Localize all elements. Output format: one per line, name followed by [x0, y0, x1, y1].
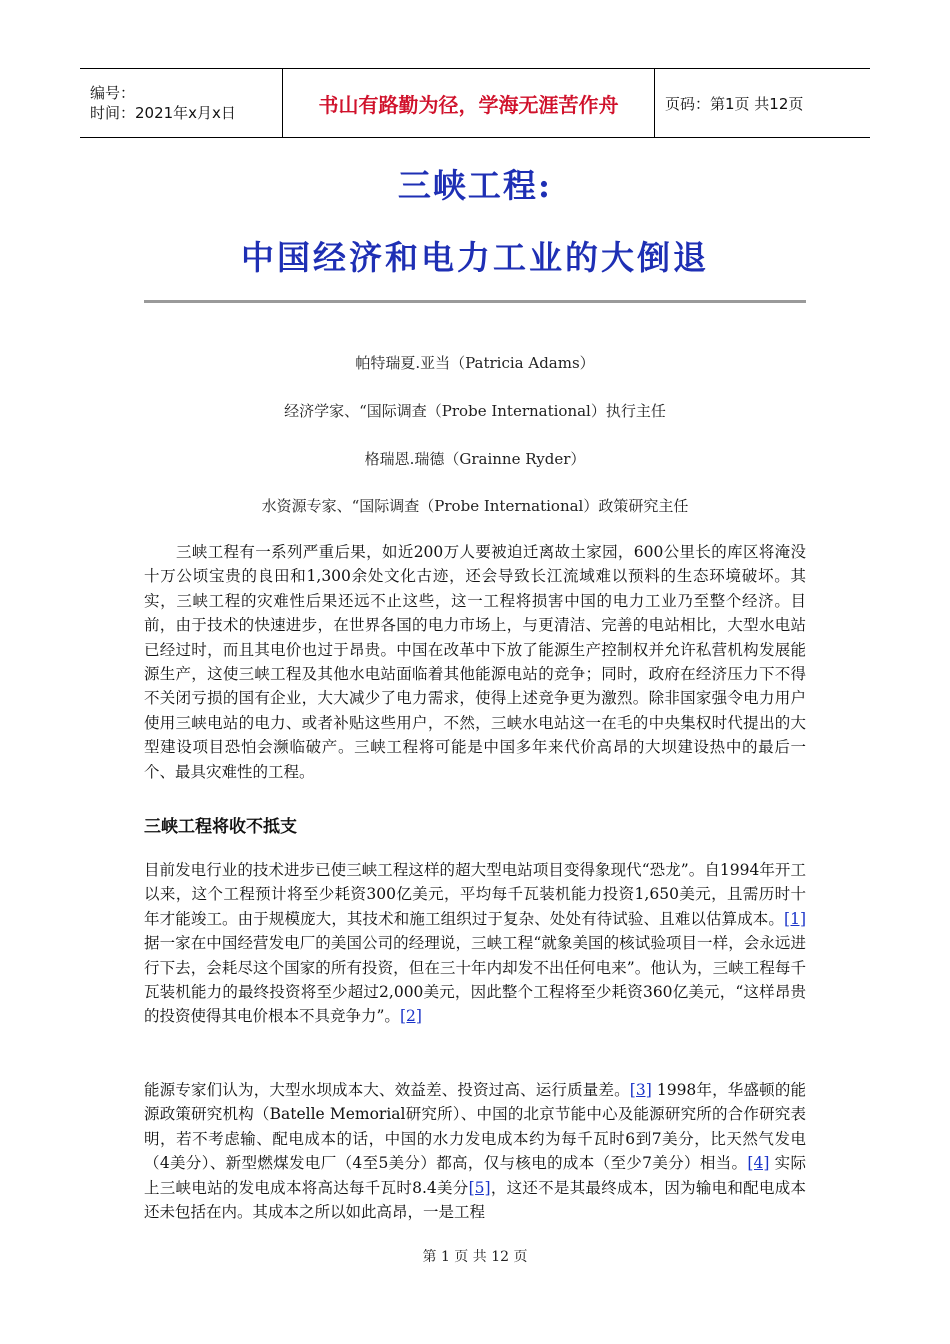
- page-label: 页码：第1页 共12页: [665, 94, 804, 113]
- intro-paragraph: 三峡工程有一系列严重后果，如近200万人要被迫迁离故土家园，600公里长的库区将淹没十万公顷宝贵的良田和1,300余处文化古迹，还会导致长江流域难以预料的生态环境破坏。其实，三峡工程的灾难性后果还远不止这些，这一工程将损害中国的电力工业乃至整个经济。目前，由于技术的快速进步，在世界各国的电力市场上，与更清洁、完善的电站相比，大型水电站已经过时，而且其电价也过于昂贵。中国在改革中下放了能源生产控制权并允许私营机构发展能源生产，这使三峡工程及其他水电站面临着其他能源电站的竞争；同时，政府在经济压力下不得不关闭亏损的国有企业，大大减少了电力需求，使得上述竞争更为激烈。除非国家强令电力用户使用三峡电站的电力、或者补贴这些用户，不然，三峡水电站这一在毛的中央集权时代提出的大型建设项目恐怕会濒临破产。三峡工程将可能是中国多年来代价高昂的大坝建设热中的最后一个、最具灾难性的工程。: [144, 543, 806, 781]
- paragraph-3-text-c: 实际上三峡电站的发电成本将高达每千瓦时8.4美分: [144, 1154, 806, 1197]
- footnote-link-2[interactable]: [2]: [399, 1007, 422, 1026]
- header-table: [80, 68, 870, 138]
- paragraph-2-text-a: 目前发电行业的技术进步已使三峡工程这样的超大型电站项目变得象现代“恐龙”。自1994年开工以来，这个工程预计将至少耗资300亿美元，平均每千瓦装机能力投资1,650美元，且需历时十年才能竣工。由于规模庞大，其技术和施工组织过于复杂、处处有待试验、且难以估算成本。: [144, 861, 806, 928]
- paragraph-2: [144, 858, 806, 1029]
- author-2-title: 水资源专家、“国际调查（Probe International）政策研究主任: [261, 497, 689, 515]
- author-1-name: 帕特瑞夏.亚当（Patricia Adams）: [355, 354, 595, 372]
- motto: 书山有路勤为径，学海无涯苦作舟: [282, 69, 655, 137]
- paragraph-2-text-b: 据一家在中国经营发电厂的美国公司的经理说，三峡工程“就象美国的核试验项目一样，会永远进行下去，会耗尽这个国家的所有投资，但在三十年内却发不出任何电来”。他认为，三峡工程每千瓦装机能力的最终投资将至少超过2,000美元，因此整个工程将至少耗资360亿美元，“这样昂贵的投资使得其电价根本不具竞争力”。: [144, 934, 806, 1026]
- footnote-link-5[interactable]: [5]: [468, 1178, 491, 1197]
- paragraph-3-text-a: 能源专家们认为，大型水坝成本大、效益差、投资过高、运行质量差。: [144, 1081, 630, 1099]
- paragraph-3-text-b: 1998年，华盛顿的能源政策研究机构（Batelle Memorial研究所）、中国的北京节能中心及能源研究所的合作研究表明，若不考虑输、配电成本的话，中国的水力发电成本约为每千瓦时6到7美分，比天然气发电（4美分）、新型燃煤发电厂（4至5美分）都高，仅与核电的成本（至少7美分）相当。: [144, 1081, 806, 1173]
- title-line-2: 中国经济和电力工业的大倒退: [241, 238, 709, 277]
- footnote-link-1[interactable]: [1]: [784, 909, 806, 928]
- author-2-name: 格瑞恩.瑞德（Grainne Ryder）: [364, 450, 586, 468]
- title-line-1: 三峡工程:: [397, 166, 553, 205]
- page-footer: 第 1 页 共 12 页: [422, 1249, 528, 1265]
- number-label: 编号：: [90, 84, 136, 102]
- title-divider: [144, 300, 806, 303]
- author-1-title: 经济学家、“国际调查（Probe International）执行主任: [284, 402, 666, 420]
- paragraph-3: [144, 1078, 806, 1224]
- footnote-link-3[interactable]: [3]: [629, 1081, 652, 1099]
- header-meta: [80, 69, 282, 137]
- footnote-link-4[interactable]: [4]: [747, 1154, 770, 1173]
- section-heading: 三峡工程将收不抵支: [144, 817, 297, 837]
- date-label: 时间：2021年x月x日: [90, 104, 236, 122]
- paragraph-3-text-d: ，这还不是其最终成本，因为输电和配电成本还未包括在内。其成本之所以如此高昂，一是工程: [144, 1178, 806, 1222]
